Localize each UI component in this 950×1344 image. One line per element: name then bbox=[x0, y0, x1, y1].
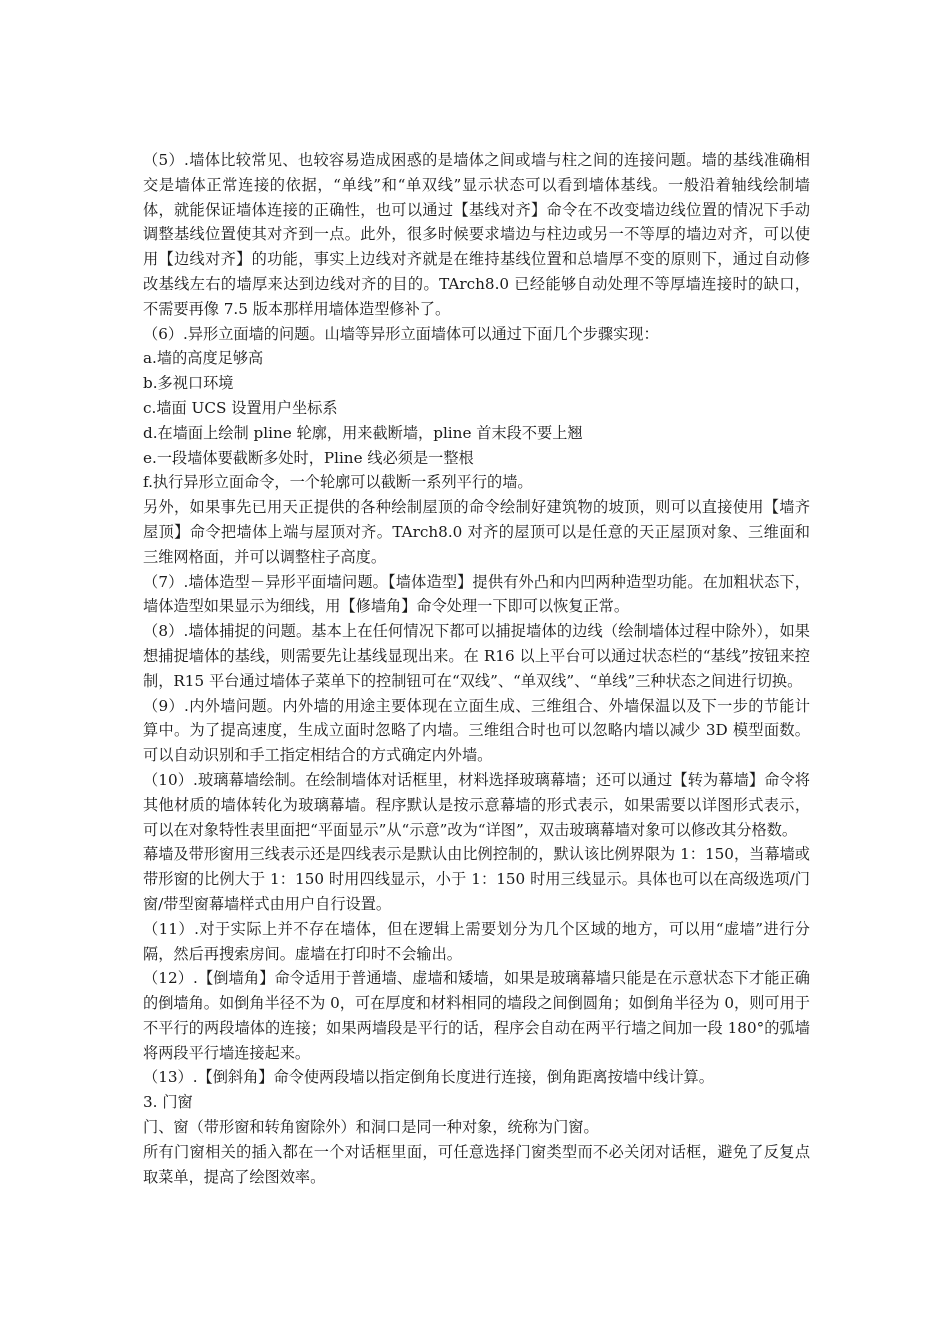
list-item-step-e: e.一段墙体要截断多处时，Pline 线必须是一整根 bbox=[143, 448, 474, 467]
paragraph-inner-outer-wall: （9）.内外墙问题。内外墙的用途主要体现在立面生成、三维组合、外墙保温以及下一步的节能计算中。为了提高速度，生成立面时忽略了内墙。三维组合时也可以忽略内墙以减少 3D 模型面数。可以自动识别和手工指定相结合的方式确定内外墙。 bbox=[143, 696, 810, 765]
list-item-step-a: a.墙的高度足够高 bbox=[143, 349, 264, 368]
paragraph-wall-shape: （7）.墙体造型－异形平面墙问题。【墙体造型】提供有外凸和内凹两种造型功能。在加粗状态下，墙体造型如果显示为细线，用【修墙角】命令处理一下即可以恢复正常。 bbox=[143, 572, 810, 616]
list-item-step-f: f.执行异形立面命令，一个轮廓可以截断一系列平行的墙。 bbox=[143, 473, 533, 492]
list-item-step-d: d.在墙面上绘制 pline 轮廓，用来截断墙，pline 首末段不要上翘 bbox=[143, 423, 583, 442]
paragraph-wall-snap: （8）.墙体捕捉的问题。基本上在任何情况下都可以捕捉墙体的边线（绘制墙体过程中除外），如果想捕捉墙体的基线，则需要先让基线显现出来。在 R16 以上平台可以通过状态栏的“基线”按钮来控制，R15 平台通过墙体子菜单下的控制钮可在“双线”、“单双线”、“单线”三种状态之间进行切换。 bbox=[143, 622, 810, 690]
paragraph-curtain-wall-lines: 幕墙及带形窗用三线表示还是四线表示是默认由比例控制的，默认该比例界限为 1：150，当幕墙或带形窗的比例大于 1：150 时用四线显示，小于 1：150 时用三线显示。具体也可以在高级选项/门窗/带型窗幕墙样式由用户自行设置。 bbox=[143, 845, 810, 913]
paragraph-wall-align-roof: 另外，如果事先已用天正提供的各种绘制屋顶的命令绘制好建筑物的坡顶，则可以直接使用【墙齐屋顶】命令把墙体上端与屋顶对齐。TArch8.0 对齐的屋顶可以是任意的天正屋顶对象、三维面和三维网格面，并可以调整柱子高度。 bbox=[143, 498, 810, 566]
paragraph-doors-windows-definition: 门、窗（带形窗和转角窗除外）和洞口是同一种对象，统称为门窗。 bbox=[143, 1118, 599, 1137]
list-item-step-c: c.墙面 UCS 设置用户坐标系 bbox=[143, 398, 338, 417]
paragraph-doors-windows-dialog: 所有门窗相关的插入都在一个对话框里面，可任意选择门窗类型而不必关闭对话框，避免了反复点取菜单，提高了绘图效率。 bbox=[143, 1142, 810, 1186]
paragraph-fillet-wall: （12）.【倒墙角】命令适用于普通墙、虚墙和矮墙，如果是玻璃幕墙只能是在示意状态下才能正确的倒墙角。如倒角半径不为 0，可在厚度和材料相同的墙段之间倒圆角；如倒角半径为 0，则可用于不平行的两段墙体的连接；如果两墙段是平行的话，程序会自动在两平行墙之间加一段 180°的弧墙将两段平行墙连接起来。 bbox=[143, 969, 810, 1062]
paragraph-glass-curtain-wall: （10）.玻璃幕墙绘制。在绘制墙体对话框里，材料选择玻璃幕墙；还可以通过【转为幕墙】命令将其他材质的墙体转化为玻璃幕墙。程序默认是按示意幕墙的形式表示，如果需要以详图形式表示，可以在对象特性表里面把“平面显示”从“示意”改为“详图”，双击玻璃幕墙对象可以修改其分格数。 bbox=[143, 770, 810, 839]
paragraph-irregular-elevation-wall: （6）.异形立面墙的问题。山墙等异形立面墙体可以通过下面几个步骤实现： bbox=[143, 324, 659, 343]
list-item-step-b: b.多视口环境 bbox=[143, 374, 234, 393]
section-heading-doors-windows: 3. 门窗 bbox=[143, 1093, 193, 1112]
document-body bbox=[143, 148, 810, 1189]
paragraph-virtual-wall: （11）.对于实际上并不存在墙体，但在逻辑上需要划分为几个区域的地方，可以用“虚墙”进行分隔，然后再搜索房间。虚墙在打印时不会输出。 bbox=[143, 919, 810, 963]
paragraph-wall-connection: （5）.墙体比较常见、也较容易造成困惑的是墙体之间或墙与柱之间的连接问题。墙的基线准确相交是墙体正常连接的依据，“单线”和“单双线”显示状态可以看到墙体基线。一般沿着轴线绘制墙体，就能保证墙体连接的正确性，也可以通过【基线对齐】命令在不改变墙边线位置的情况下手动调整基线位置使其对齐到一点。此外，很多时候要求墙边与柱边或另一不等厚的墙边对齐，可以使用【边线对齐】的功能，事实上边线对齐就是在维持基线位置和总墙厚不变的原则下，通过自动修改基线左右的墙厚来达到边线对齐的目的。TArch8.0 已经能够自动处理不等厚墙连接时的缺口，不需要再像 7.5 版本那样用墙体造型修补了。 bbox=[143, 151, 810, 318]
paragraph-chamfer-wall: （13）.【倒斜角】命令使两段墙以指定倒角长度进行连接，倒角距离按墙中线计算。 bbox=[143, 1068, 714, 1087]
